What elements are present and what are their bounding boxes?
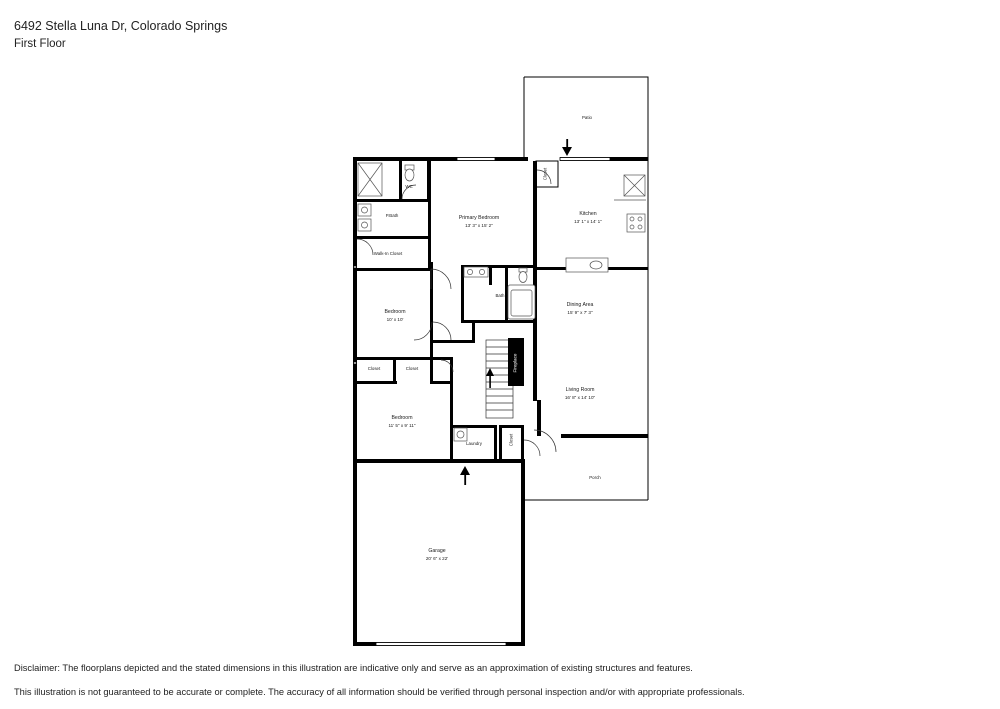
closet-b-label: Closet [405,366,419,371]
bath-label: Bath [495,293,505,298]
living-room-dim: 16' 8" x 14' 10" [564,395,596,400]
disclaimer-line-1: Disclaimer: The floorplans depicted and the stated dimensions in this illustration are indicative only and serve as an approximation of existing structures and features. [14,663,693,673]
wc-label: WC [405,184,413,189]
bedroom-2-dim: 10' x 10' [386,317,404,322]
dining-area-dim: 15' 9" x 7' 3" [567,310,593,315]
bedroom-3-label: Bedroom [391,415,413,421]
closet-c-label: Closet [508,433,514,447]
windows [354,158,611,646]
kitchen-dim: 13' 1" x 14' 1" [574,219,602,224]
bath-fixtures [358,163,414,231]
page-title: 6492 Stella Luna Dr, Colorado Springs [14,19,228,33]
laundry-fixtures [454,428,467,441]
closet-top-label: Closet [542,167,548,181]
room-labels [368,115,602,561]
walk-in-closet-label: Walk-In Closet [373,251,403,256]
laundry-label: Laundry [466,441,482,446]
primary-bedroom-label: Primary Bedroom [458,215,500,221]
porch-label: Porch [589,475,601,480]
disclaimer-line-2: This illustration is not guaranteed to be accurate or complete. The accuracy of all information should be verified through personal inspection and/or with appropriate professionals. [14,687,745,697]
dining-area-label: Dining Area [566,302,594,308]
closet-a-label: Closet [367,366,381,371]
bedroom-2-label: Bedroom [384,309,406,315]
living-room-label: Living Room [565,387,595,393]
bedroom-3-dim: 11' 5" x 9' 11" [388,423,416,428]
thin-walls [524,77,648,646]
garage-label: Garage [428,548,446,554]
fireplace-label: Fireplace [512,353,518,373]
patio-label: Patio [581,115,593,120]
disclaimer [14,661,974,709]
primary-bedroom-dim: 13' 3" x 15' 2" [465,223,493,228]
kitchen-label: Kitchen [579,211,597,217]
primary-bath-label: P.Bath [385,213,399,218]
garage-dim: 20' 6" x 22' [425,556,449,561]
floor-subtitle: First Floor [14,38,66,50]
